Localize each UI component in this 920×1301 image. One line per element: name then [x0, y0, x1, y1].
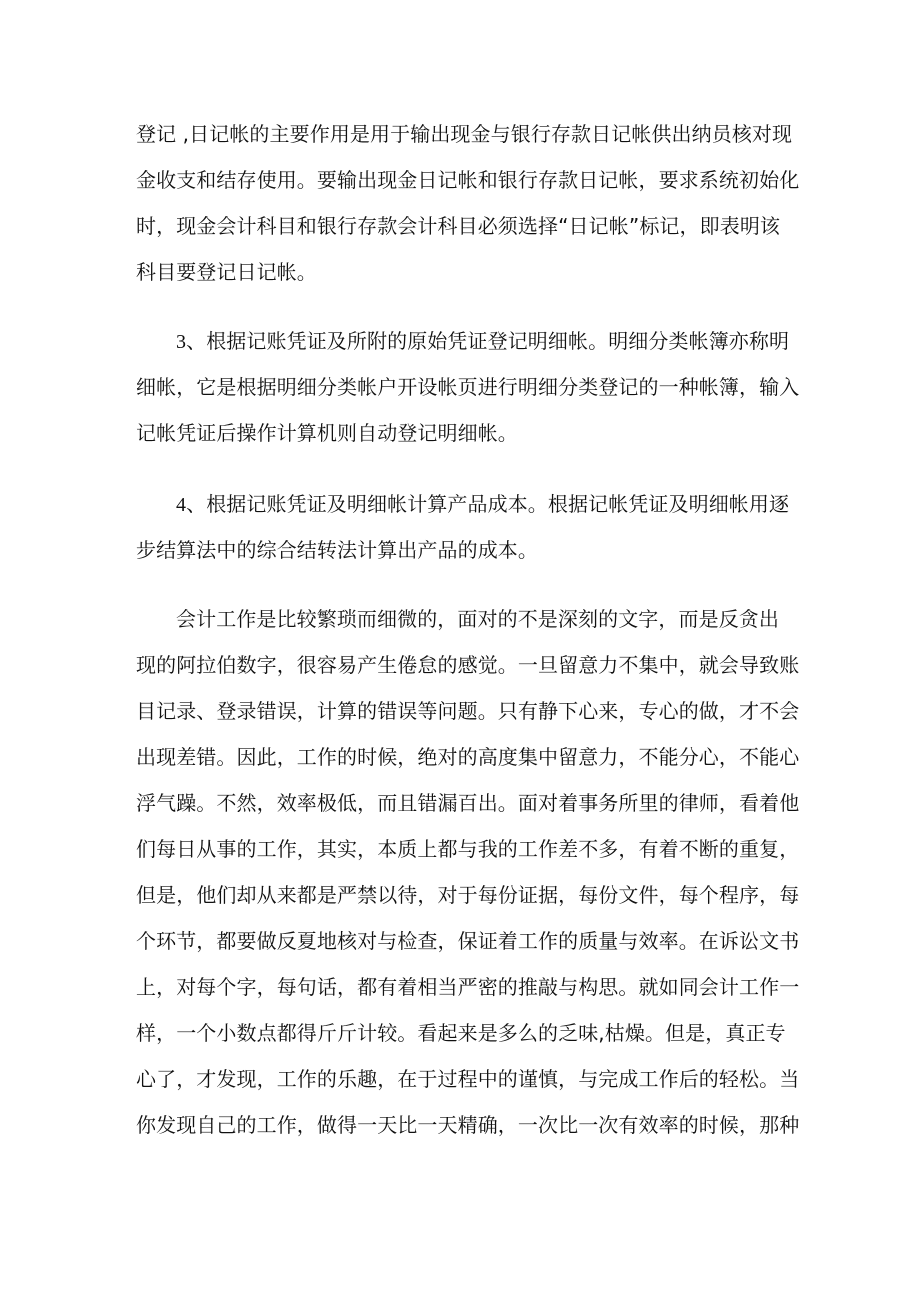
paragraph-4 — [136, 596, 800, 1148]
paragraph-2 — [136, 318, 800, 456]
text-line: 但是，他们却从来都是严禁以待，对于每份证据，每份文件，每个程序，每 — [136, 883, 800, 907]
text-line: 目记录、登录错误，计算的错误等问题。只有静下心来，专心的做，才不会 — [136, 699, 800, 723]
paragraph-3 — [136, 481, 796, 573]
list-number: 4 — [176, 494, 187, 516]
text-line: 时，现金会计科目和银行存款会计科目必须选择“日记帐”标记，即表明该 — [136, 214, 781, 238]
text-line: 心了，才发现，工作的乐趣，在于过程中的谨慎，与完成工作后的轻松。当 — [136, 1067, 800, 1091]
text-line: 上，对每个字，每句话，都有着相当严密的推敲与构思。就如同会计工作一 — [136, 975, 800, 999]
text-line: 细帐，它是根据明细分类帐户开设帐页进行明细分类登记的一种帐簿，输入 — [136, 375, 800, 399]
text-line — [136, 481, 796, 527]
text-line: 浮气躁。不然，效率极低，而且错漏百出。面对着事务所里的律师，看着他 — [136, 791, 800, 815]
text-line — [136, 318, 796, 364]
text-line: 登记 ,日记帐的主要作用是用于输出现金与银行存款日记帐供出纳员核对现 — [136, 122, 793, 146]
text-line: 现的阿拉伯数字，很容易产生倦怠的感觉。一旦留意力不集中，就会导致账 — [136, 653, 800, 677]
text-line: 样，一个小数点都得斤斤计较。看起来是多么的乏味,枯燥。但是，真正专 — [136, 1021, 786, 1045]
text-line-content: 、根据记账凭证及明细帐计算产品成本。根据记帐凭证及明细帐用逐 — [186, 492, 790, 516]
paragraph-1 — [136, 111, 800, 295]
text-line: 科目要登记日记帐。 — [136, 260, 317, 284]
text-line: 记帐凭证后操作计算机则自动登记明细帐。 — [136, 421, 518, 445]
text-line: 会计工作是比较繁琐而细微的，面对的不是深刻的文字，而是反贪出 — [176, 607, 779, 631]
text-line: 步结算法中的综合结转法计算出产品的成本。 — [136, 538, 538, 562]
text-line-content: 、根据记账凭证及所附的原始凭证登记明细帐。明细分类帐簿亦称明 — [186, 329, 790, 353]
text-line: 金收支和结存使用。要输出现金日记帐和银行存款日记帐，要求系统初始化 — [136, 168, 800, 192]
list-number: 3 — [176, 331, 187, 353]
text-line: 你发现自己的工作，做得一天比一天精确，一次比一次有效率的时候，那种 — [136, 1113, 800, 1137]
text-line: 个环节，都要做反夏地核对与检查，保证着工作的质量与效率。在诉讼文书 — [136, 929, 800, 953]
text-line: 们每日从事的工作，其实，本质上都与我的工作差不多，有着不断的重复， — [136, 837, 800, 861]
text-line: 出现差错。因此，工作的时候，绝对的高度集中留意力，不能分心，不能心 — [136, 745, 800, 769]
